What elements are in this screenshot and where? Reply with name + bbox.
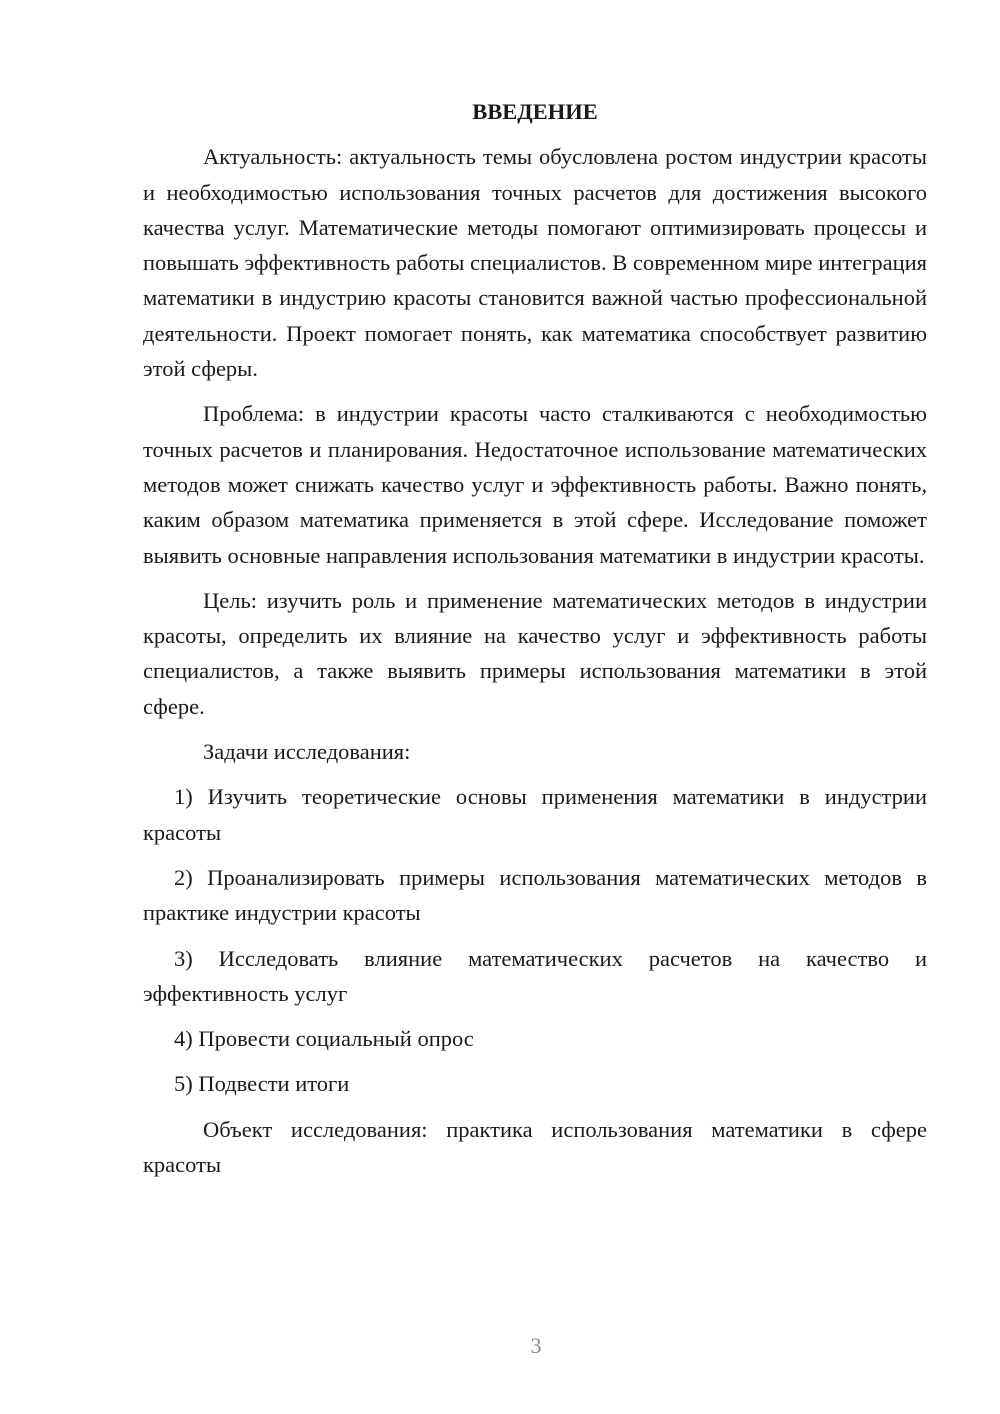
task-item-5: 5) Подвести итоги	[174, 1071, 350, 1097]
task-item-2: 2) Проанализировать примеры использования математических методов в практике индустрии красоты	[143, 864, 927, 926]
paragraph-goal: Цель: изучить роль и применение математических методов в индустрии красоты, определить их влияние на качество услуг и эффективность работы специалистов, а также выявить примеры использования математики в этой сфере.	[143, 587, 927, 719]
page-content	[143, 94, 927, 1192]
task-item-4: 4) Провести социальный опрос	[174, 1026, 474, 1052]
paragraph-problem: Проблема: в индустрии красоты часто сталкиваются с необходимостью точных расчетов и планирования. Недостаточное использование математических методов может снижать качество услуг и эффективность работы. Важно понять, каким образом математика применяется в этой сфере. Исследование поможет выявить основные направления использования математики в индустрии красоты.	[143, 401, 927, 568]
tasks-heading: Задачи исследования:	[203, 739, 411, 765]
paragraph-relevance: Актуальность: актуальность темы обусловлена ростом индустрии красоты и необходимостью использования точных расчетов для достижения высокого качества услуг. Математические методы помогают оптимизировать процессы и повышать эффективность работы специалистов. В современном мире интеграция математики в индустрию красоты становится важной частью профессиональной деятельности. Проект помогает понять, как математика способствует развитию этой сферы.	[143, 144, 927, 382]
task-item-1: 1) Изучить теоретические основы применения математики в индустрии красоты	[143, 784, 927, 845]
paragraph-object: Объект исследования: практика использования математики в сфере красоты	[143, 1116, 927, 1178]
page-number: 3	[530, 1333, 542, 1358]
tasks-list	[143, 779, 927, 1101]
page-title: ВВЕДЕНИЕ	[472, 99, 598, 124]
task-item-3: 3) Исследовать влияние математических расчетов на качество и эффективность услуг	[143, 945, 927, 1006]
